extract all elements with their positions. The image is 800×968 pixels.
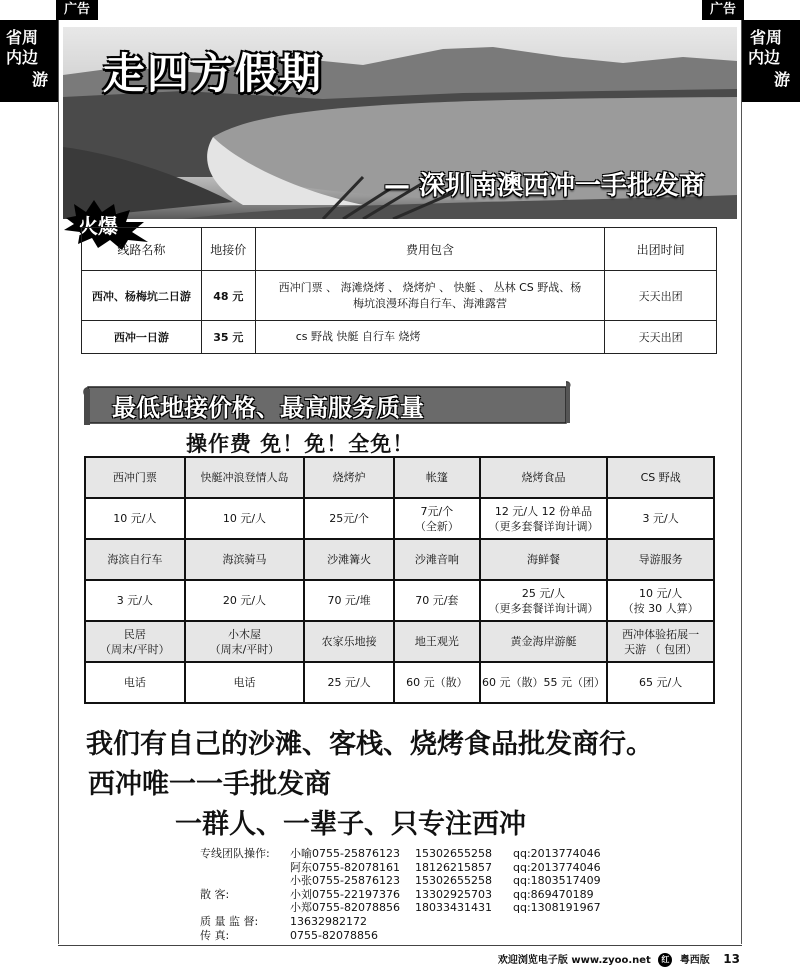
contact-mobile: 18033431431 (415, 901, 492, 915)
table-row (85, 580, 714, 621)
contact-phone: 0755-82078856 (290, 928, 378, 942)
price-item-value (85, 580, 185, 621)
cell-line: 60 元（散）55 元（团） (482, 676, 606, 689)
price-item-name (480, 621, 608, 662)
cell-line: 70 元/堆 (327, 594, 371, 607)
route-table (81, 227, 717, 354)
contact-mobile: 18126215857 (415, 860, 492, 874)
price-item-name (185, 621, 305, 662)
cell-line: 70 元/套 (415, 594, 459, 607)
cell-line: （周末/平时） (99, 642, 170, 656)
price-item-name (185, 539, 305, 580)
route-includes-line: 西冲门票 、 海滩烧烤 、 烧烤炉 、 快艇 、 丛林 CS 野战、杨 (278, 280, 582, 294)
table-row (85, 457, 714, 498)
header-route-name: 线路名称 (82, 228, 202, 271)
price-item-name (607, 621, 714, 662)
cell-line: 海鲜餐 (527, 553, 561, 566)
contact-mobile: 13302925703 (415, 887, 492, 901)
side-tab-line1: 省周 (6, 28, 39, 47)
cell-line: 烧烤炉 (332, 471, 366, 484)
hero-subtitle: — 深圳南澳西冲一手批发商 (383, 171, 705, 201)
hot-badge-label: 火爆 (78, 214, 118, 238)
cell-line: （周末/平时） (209, 642, 280, 656)
cell-line: CS 野战 (640, 471, 681, 484)
price-item-value (304, 662, 394, 703)
cell-line: （按 30 人算） (622, 601, 699, 615)
contact-phone: 阿东0755-82078161 (290, 860, 400, 874)
side-tab-left (0, 20, 58, 102)
contact-qq: qq:2013774046 (513, 860, 601, 874)
cell-line: 帐篷 (425, 471, 448, 484)
page-number: 13 (723, 952, 740, 966)
page-footer (498, 951, 740, 967)
cell-line: 沙滩音响 (414, 553, 459, 566)
price-item-name (85, 457, 185, 498)
header-schedule: 出团时间 (605, 228, 717, 271)
cell-line: 电话 (123, 676, 146, 689)
route-includes (255, 271, 604, 321)
side-tab-line2: 内边 (748, 48, 781, 67)
price-item-name (304, 539, 394, 580)
price-item-name (85, 539, 185, 580)
cell-line: 65 元/人 (639, 676, 683, 689)
price-item-name (304, 457, 394, 498)
price-item-value (185, 580, 305, 621)
contact-qq: qq:1308191967 (513, 901, 601, 915)
cell-line: （全新） (414, 519, 459, 533)
contact-label: 散 客: (200, 887, 230, 901)
right-margin-rule (741, 20, 742, 944)
publisher-logo-icon: 红 (658, 953, 672, 967)
cell-line: 60 元（散） (406, 676, 468, 689)
footer-edition: 粤西版 (679, 955, 710, 966)
ad-label-left: 广告 (56, 0, 98, 20)
price-item-name (607, 457, 714, 498)
cell-line: 西冲体验拓展一 (622, 627, 700, 641)
banner-title: 最低地接价格、最高服务质量 (112, 394, 424, 422)
price-item-value (607, 662, 714, 703)
price-item-name (607, 539, 714, 580)
slogan-line-1: 我们有自己的沙滩、客栈、烧烤食品批发商行。 (86, 729, 653, 760)
price-item-value (607, 580, 714, 621)
cell-line: 海滨自行车 (107, 553, 163, 566)
cell-line: 20 元/人 (222, 594, 267, 607)
price-grid (84, 456, 715, 704)
cell-line: 西冲门票 (112, 471, 157, 484)
route-includes-line: 梅坑浪漫环海自行车、海滩露营 (352, 296, 507, 310)
price-item-value (394, 662, 480, 703)
contact-phone: 小张0755-25876123 (290, 874, 400, 888)
cell-line: 小木屋 (227, 627, 261, 641)
cell-line: 天游 （ 包团） (624, 642, 698, 656)
price-item-name (304, 621, 394, 662)
cell-line: 电话 (233, 676, 256, 689)
cell-line: 10 元/人 (113, 512, 157, 525)
cell-line: （更多套餐详询计调） (488, 601, 599, 615)
side-tab-line3: 游 (774, 70, 791, 89)
cell-line: 烧烤食品 (521, 471, 566, 484)
side-tab-right (742, 20, 800, 102)
cell-line: 10 元/人 (222, 512, 267, 525)
route-includes (255, 321, 604, 354)
contact-label: 传 真: (200, 928, 230, 942)
cell-line: 3 元/人 (116, 594, 153, 607)
table-row (85, 662, 714, 703)
header-price: 地接价 (201, 228, 255, 271)
route-name: 西冲、杨梅坑二日游 (82, 271, 202, 321)
price-item-value (185, 662, 305, 703)
side-tab-line2: 内边 (6, 48, 39, 67)
price-item-value (480, 580, 608, 621)
cell-line: 7元/个 (420, 504, 454, 518)
price-item-name (185, 457, 305, 498)
contact-phone: 小郑0755-82078856 (290, 901, 400, 915)
price-item-value (480, 662, 608, 703)
contact-qq: qq:2013774046 (513, 847, 601, 860)
cell-line: 海滨骑马 (222, 553, 267, 566)
route-table-header (82, 228, 717, 271)
table-row (82, 321, 717, 354)
route-schedule: 天天出团 (605, 271, 717, 321)
contact-phone: 13632982172 (290, 914, 367, 928)
price-item-name (480, 457, 608, 498)
cell-line: 民居 (123, 627, 146, 641)
hero-beach-photo (63, 27, 737, 219)
table-row (85, 498, 714, 539)
price-item-name (480, 539, 608, 580)
contact-label: 质 量 监 督: (200, 914, 259, 928)
cell-line: 导游服务 (638, 553, 683, 566)
contact-qq: qq:869470189 (513, 887, 594, 901)
price-item-value (394, 498, 480, 539)
side-tab-line1: 省周 (750, 28, 783, 47)
footer-text: 欢迎浏览电子版 www.zyoo.net (497, 955, 651, 966)
cell-line: （更多套餐详询计调） (488, 519, 599, 533)
contact-label: 专线团队操作: (200, 847, 270, 860)
price-item-name (394, 457, 480, 498)
price-item-value (85, 662, 185, 703)
price-item-name (394, 621, 480, 662)
cell-line: 沙滩篝火 (327, 553, 372, 566)
free-fee-line: 操作费 免！免！全免！ (186, 432, 415, 456)
route-schedule: 天天出团 (605, 321, 717, 354)
side-tab-line3: 游 (32, 70, 49, 89)
price-item-name (394, 539, 480, 580)
table-row (85, 621, 714, 662)
table-row (85, 539, 714, 580)
slogan-line-2: 西冲唯一一手批发商 (88, 769, 331, 800)
price-item-value (304, 580, 394, 621)
price-item-name (85, 621, 185, 662)
cell-line: 10 元/人 (639, 586, 683, 600)
cell-line: 地王观光 (414, 635, 459, 648)
ad-label-right: 广告 (702, 0, 744, 20)
cell-line: 25 元/人 (327, 676, 371, 689)
route-price: 48 元 (201, 271, 255, 321)
cell-line: 25 元/人 (521, 586, 566, 600)
route-price: 35 元 (201, 321, 255, 354)
contact-qq: qq:1803517409 (513, 874, 601, 888)
price-item-value (394, 580, 480, 621)
price-item-value (304, 498, 394, 539)
contact-phone: 小喻0755-25876123 (290, 847, 400, 860)
price-item-value (607, 498, 714, 539)
left-margin-rule (58, 20, 59, 944)
cell-line: 黄金海岸游艇 (510, 635, 577, 648)
price-item-value (85, 498, 185, 539)
contact-mobile: 15302655258 (415, 874, 492, 888)
contact-mobile: 15302655258 (415, 847, 492, 860)
price-item-value (480, 498, 608, 539)
table-row (82, 271, 717, 321)
cell-line: 12 元/人 12 份单品 (494, 504, 593, 518)
route-includes-line: cs 野战 快艇 自行车 烧烤 (295, 330, 421, 343)
header-includes: 费用包含 (255, 228, 604, 271)
footer-divider (58, 945, 742, 946)
hero-title: 走四方假期 (103, 49, 324, 98)
contact-phone: 小刘0755-22197376 (290, 887, 400, 901)
price-item-value (185, 498, 305, 539)
cell-line: 快艇冲浪登情人岛 (200, 471, 289, 484)
cell-line: 25元/个 (329, 512, 369, 525)
route-name: 西冲一日游 (82, 321, 202, 354)
cell-line: 农家乐地接 (321, 635, 377, 648)
slogan-line-3: 一群人、一辈子、只专注西冲 (175, 809, 526, 840)
cell-line: 3 元/人 (642, 512, 679, 525)
